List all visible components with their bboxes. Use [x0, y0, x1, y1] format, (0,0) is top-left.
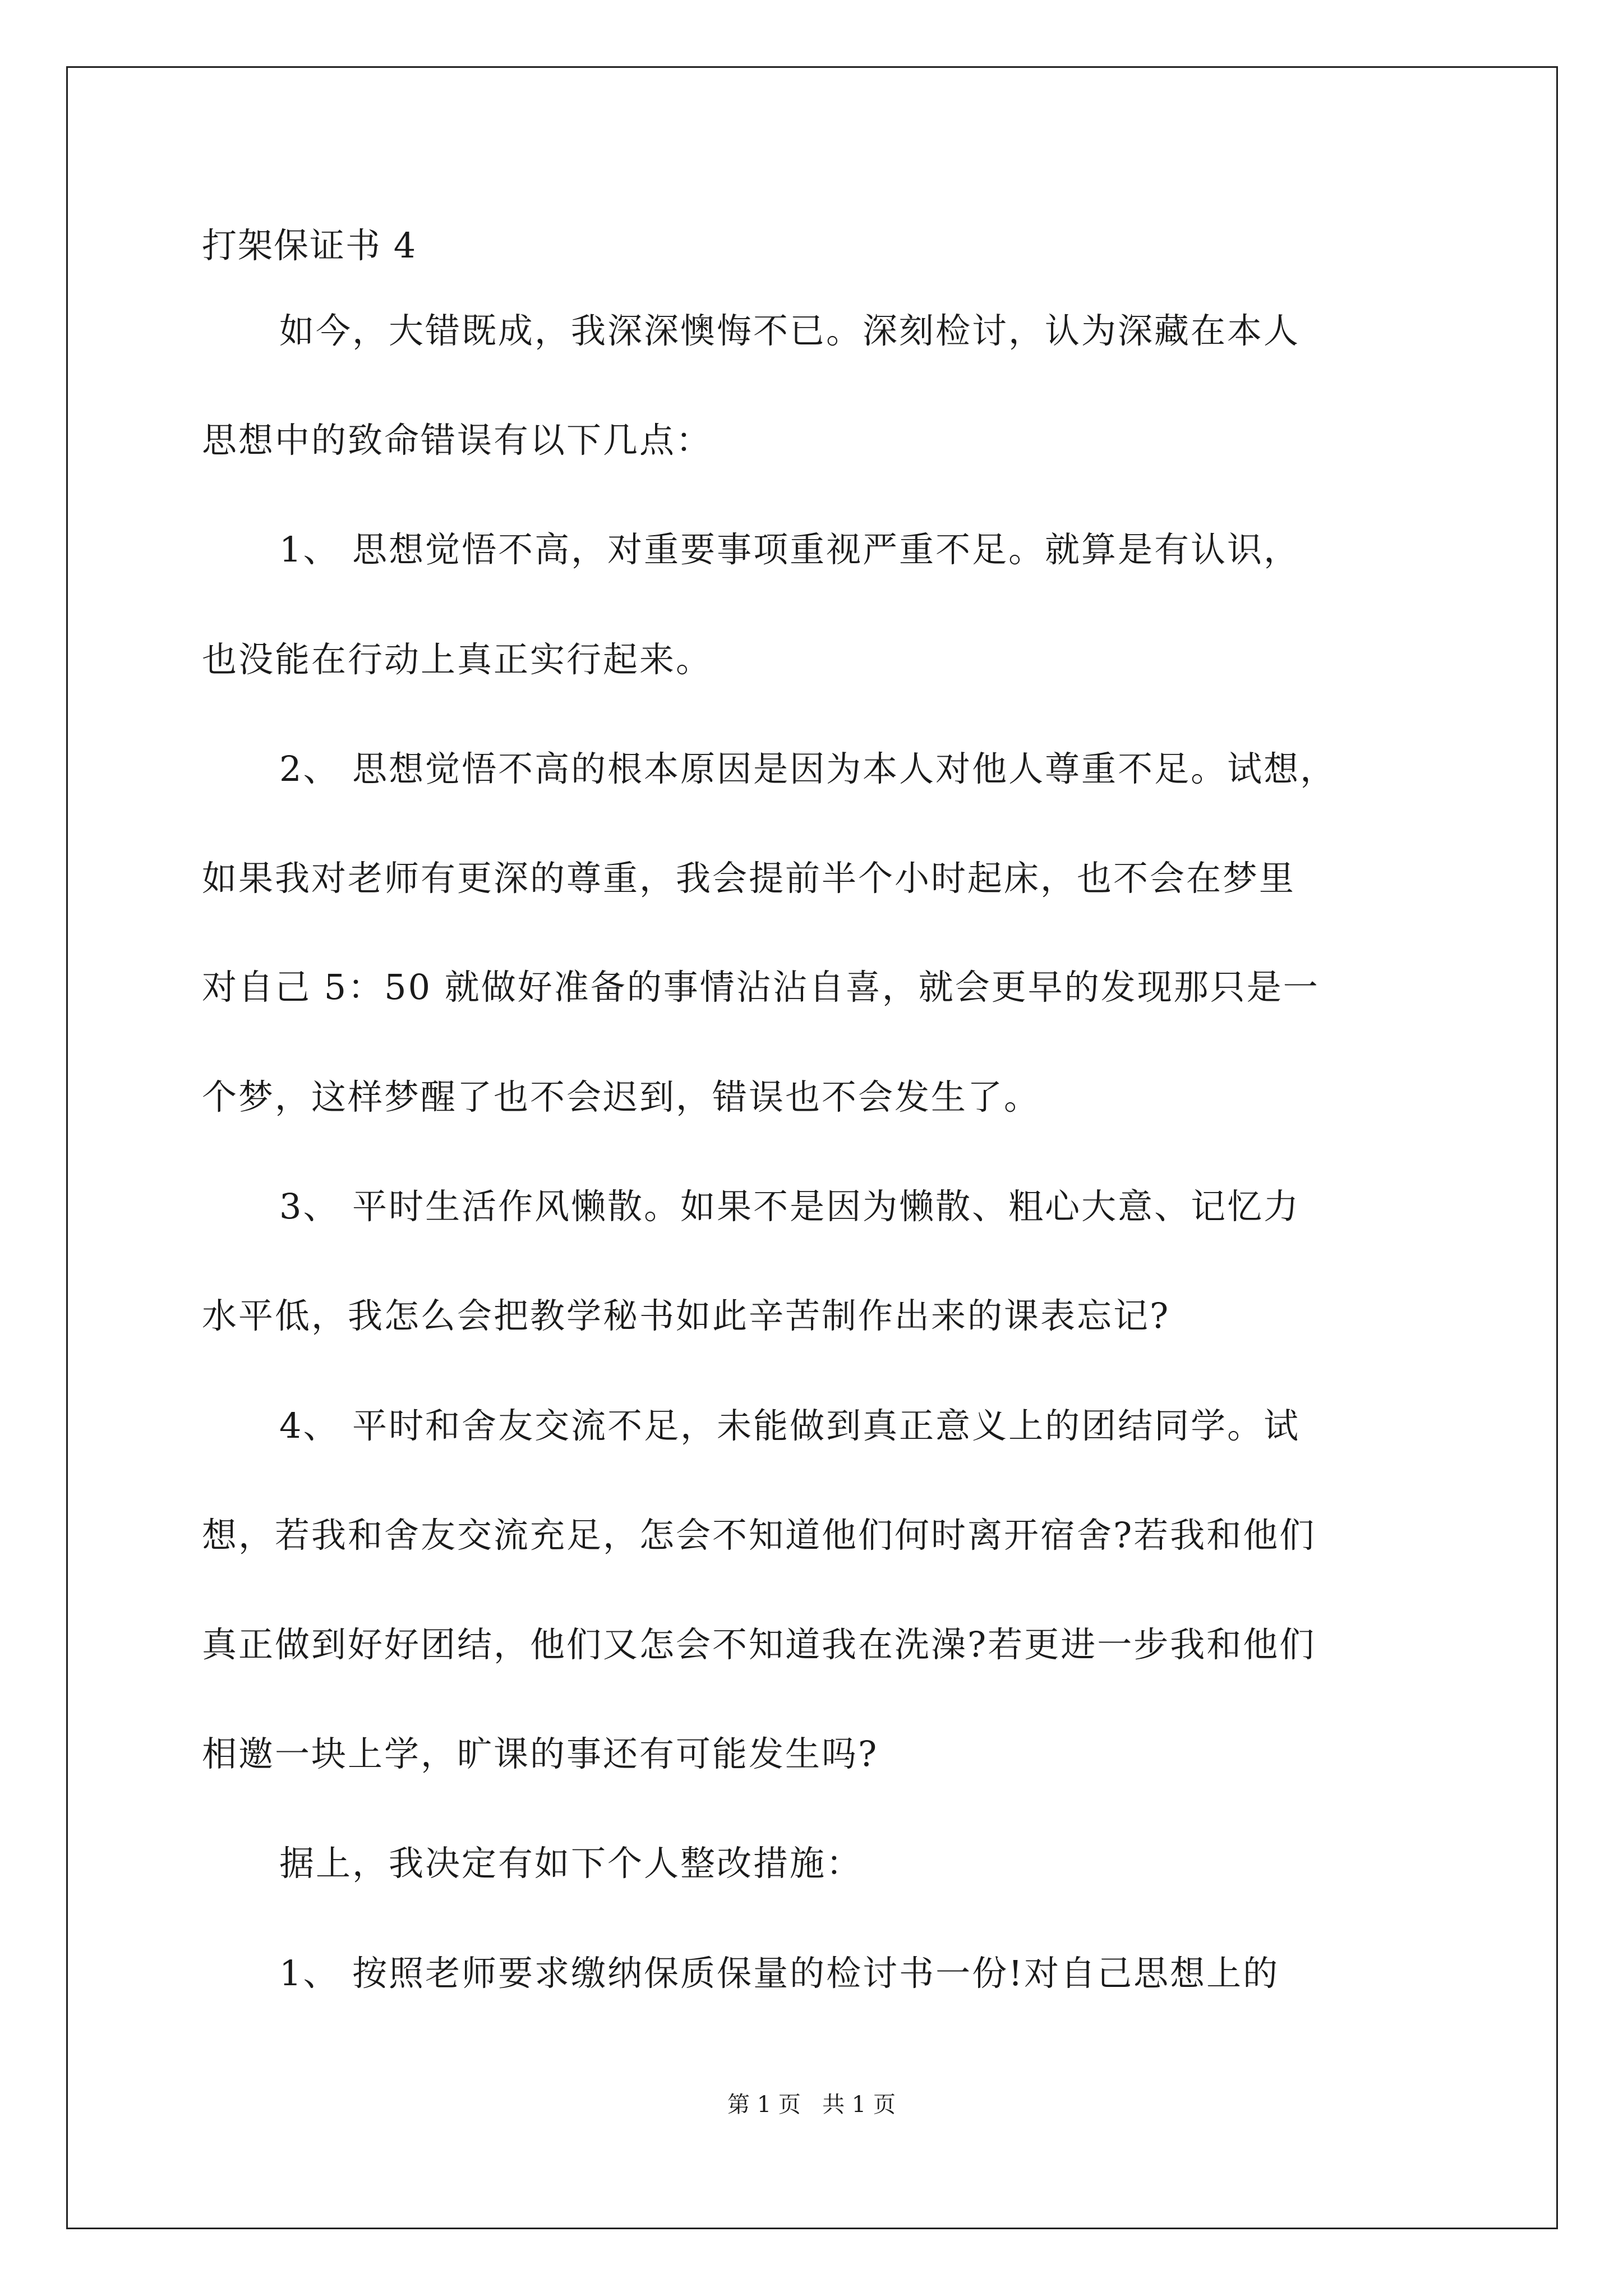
- paragraph-line: 对自己 5：50 就做好准备的事情沾沾自喜，就会更早的发现那只是一: [202, 967, 1320, 1007]
- paragraph-line: 4、 平时和舍友交流不足，未能做到真正意义上的团结同学。试: [279, 1405, 1301, 1446]
- paragraph-line: 想，若我和舍友交流充足，怎会不知道他们何时离开宿舍?若我和他们: [202, 1515, 1316, 1556]
- paragraph-line: 如果我对老师有更深的尊重，我会提前半个小时起床，也不会在梦里: [202, 858, 1296, 899]
- paragraph-line: 3、 平时生活作风懒散。如果不是因为懒散、粗心大意、记忆力: [279, 1186, 1301, 1227]
- paragraph-line: 水平低，我怎么会把教学秘书如此辛苦制作出来的课表忘记?: [202, 1295, 1170, 1336]
- paragraph-line: 个梦，这样梦醒了也不会迟到，错误也不会发生了。: [202, 1076, 1041, 1117]
- document-title: 打架保证书 4: [202, 225, 417, 266]
- paragraph-line: 也没能在行动上真正实行起来。: [202, 639, 713, 680]
- paragraph-line: 据上，我决定有如下个人整改措施：: [279, 1843, 863, 1884]
- paragraph-line: 如今，大错既成，我深深懊悔不已。深刻检讨，认为深藏在本人: [279, 310, 1301, 351]
- page-border: [66, 66, 1558, 2229]
- paragraph-line: 相邀一块上学，旷课的事还有可能发生吗?: [202, 1733, 879, 1774]
- paragraph-line: 2、 思想觉悟不高的根本原因是因为本人对他人尊重不足。试想，: [279, 748, 1337, 789]
- paragraph-line: 1、 按照老师要求缴纳保质保量的检讨书一份!对自己思想上的: [279, 1953, 1280, 1994]
- page-number-footer: 第 1 页 共 1 页: [727, 2092, 896, 2118]
- paragraph-line: 1、 思想觉悟不高，对重要事项重视严重不足。就算是有认识，: [279, 529, 1301, 570]
- paragraph-line: 真正做到好好团结，他们又怎会不知道我在洗澡?若更进一步我和他们: [202, 1624, 1316, 1665]
- paragraph-line: 思想中的致命错误有以下几点：: [202, 420, 713, 461]
